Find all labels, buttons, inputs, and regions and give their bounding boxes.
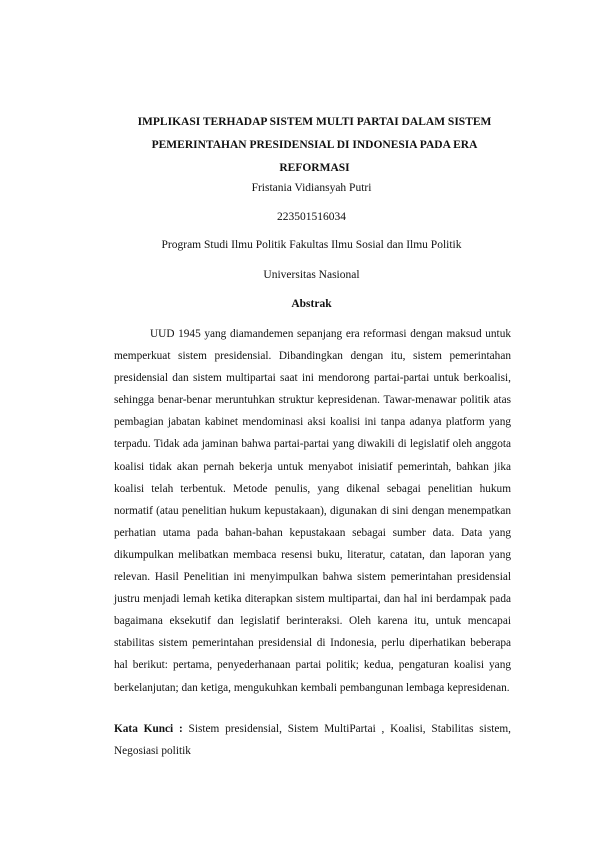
author-name: Fristania Vidiansyah Putri: [251, 182, 372, 194]
keywords-paragraph: [114, 718, 511, 762]
study-program: Program Studi Ilmu Politik Fakultas Ilmu Sosial dan Ilmu Politik: [161, 239, 462, 251]
keywords-text: Sistem presidensial, Sistem MultiPartai , Koalisi, Stabilitas sistem, Negosiasi politik: [114, 723, 511, 758]
abstract-heading: Abstrak: [291, 298, 332, 310]
university-name: Universitas Nasional: [263, 269, 360, 281]
paper-title: IMPLIKASI TERHADAP SISTEM MULTI PARTAI DALAM SISTEM PEMERINTAHAN PRESIDENSIAL DI INDONESIA PADA ERA REFORMASI: [137, 116, 492, 174]
student-id: 223501516034: [277, 211, 346, 223]
abstract-body: UUD 1945 yang diamandemen sepanjang era reformasi dengan maksud untuk memperkuat sistem presidensial. Dibandingkan dengan itu, sistem pemerintahan presidensial dan sistem multipartai saat ini mendorong partai-partai untuk berkoalisi, sehingga benar-benar meruntuhkan struktur kepresidenan. Tawar-menawar politik atas pembagian jabatan kabinet mendominasi aksi koalisi ini tanpa adanya platform yang terpadu. Tidak ada jaminan bahwa partai-partai yang diwakili di legislatif oleh anggota koalisi tidak akan pernah bekerja untuk menyabot inisiatif pemerintah, bahkan jika koalisi telah terbentuk. Metode penulis, yang dikenal sebagai penelitian hukum normatif (atau penelitian hukum kepustakaan), digunakan di sini dengan menempatkan perhatian utama pada bahan-bahan kepustakaan sebagai sumber data. Data yang dikumpulkan melibatkan membaca resensi buku, literatur, catatan, dan laporan yang relevan. Hasil Penelitian ini menyimpulkan bahwa sistem pemerintahan presidensial justru menjadi lemah ketika diterapkan sistem multipartai, dan hal ini berdampak pada bagaimana eksekutif dan legislatif berinteraksi. Oleh karena itu, untuk mencapai stabilitas sistem pemerintahan presidensial di Indonesia, perlu diperhatikan beberapa hal berikut: pertama, penyederhanaan partai politik; kedua, pengaturan koalisi yang berkelanjutan; dan ketiga, mengukuhkan kembali pembangunan lembaga kepresidenan.: [114, 328, 511, 694]
keywords-label: Kata Kunci :: [114, 723, 183, 735]
